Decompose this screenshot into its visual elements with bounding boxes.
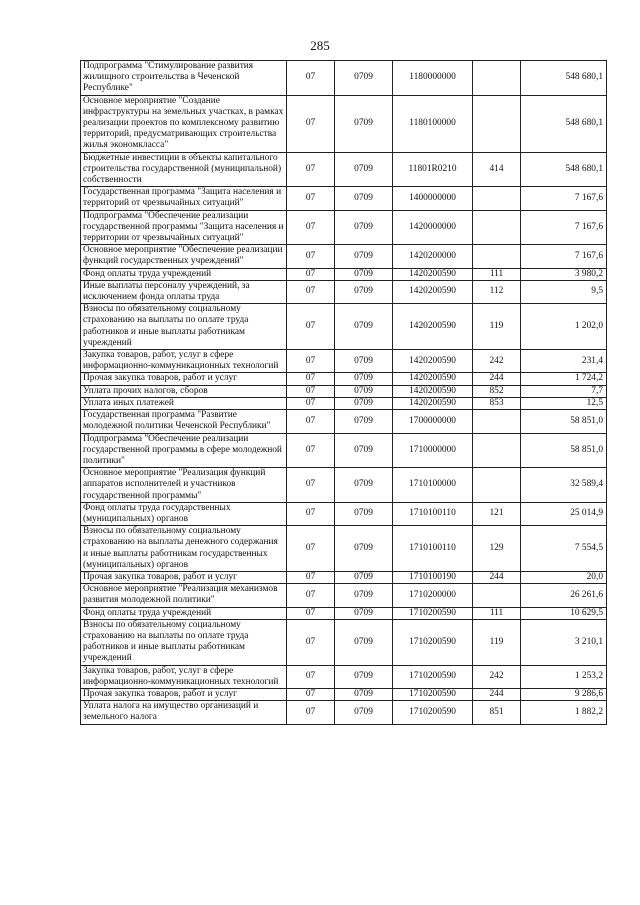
row-expense-type: 242 — [473, 350, 521, 373]
row-section-code: 0709 — [335, 385, 393, 397]
row-target-code: 1420200590 — [393, 350, 473, 373]
row-grbs-code: 07 — [287, 665, 335, 688]
row-expense-type: 244 — [473, 688, 521, 700]
row-target-code: 1420200590 — [393, 385, 473, 397]
row-target-code: 1420200590 — [393, 373, 473, 385]
row-section-code: 0709 — [335, 584, 393, 607]
table-row — [81, 95, 607, 152]
row-section-code: 0709 — [335, 268, 393, 280]
table-row — [81, 268, 607, 280]
row-section-code: 0709 — [335, 187, 393, 210]
table-row — [81, 385, 607, 397]
page-number: 285 — [310, 38, 330, 53]
table-row — [81, 571, 607, 583]
row-grbs-code: 07 — [287, 245, 335, 268]
table-row — [81, 373, 607, 385]
table-row — [81, 526, 607, 572]
table-row — [81, 245, 607, 268]
row-name: Государственная программа "Защита населения и территорий от чрезвычайных ситуаций" — [81, 187, 287, 210]
row-expense-type: 242 — [473, 665, 521, 688]
row-name: Фонд оплаты труда учреждений — [81, 607, 287, 619]
row-name: Уплата иных платежей — [81, 397, 287, 409]
row-grbs-code: 07 — [287, 619, 335, 665]
row-target-code: 1710100000 — [393, 468, 473, 503]
row-section-code: 0709 — [335, 526, 393, 572]
row-amount: 58 851,0 — [521, 410, 607, 433]
row-section-code: 0709 — [335, 502, 393, 525]
row-name: Государственная программа "Развитие молодежной политики Чеченской Республики" — [81, 410, 287, 433]
row-grbs-code: 07 — [287, 373, 335, 385]
row-amount: 7 167,6 — [521, 187, 607, 210]
table-row — [81, 304, 607, 350]
row-grbs-code: 07 — [287, 152, 335, 187]
row-grbs-code: 07 — [287, 607, 335, 619]
row-grbs-code: 07 — [287, 468, 335, 503]
row-name: Уплата налога на имущество организаций и земельного налога — [81, 701, 287, 724]
row-expense-type — [473, 95, 521, 152]
row-target-code: 1400000000 — [393, 187, 473, 210]
row-amount: 7 554,5 — [521, 526, 607, 572]
row-amount: 10 629,5 — [521, 607, 607, 619]
row-grbs-code: 07 — [287, 688, 335, 700]
row-section-code: 0709 — [335, 665, 393, 688]
row-expense-type — [473, 468, 521, 503]
row-target-code: 1710100110 — [393, 502, 473, 525]
row-expense-type: 129 — [473, 526, 521, 572]
row-name: Иные выплаты персоналу учреждений, за исключением фонда оплаты труда — [81, 280, 287, 303]
table-row — [81, 607, 607, 619]
row-expense-type — [473, 187, 521, 210]
row-expense-type: 111 — [473, 607, 521, 619]
row-target-code: 1710000000 — [393, 433, 473, 468]
row-section-code: 0709 — [335, 619, 393, 665]
row-target-code: 1180000000 — [393, 61, 473, 96]
table-row — [81, 433, 607, 468]
table-row — [81, 701, 607, 724]
row-name: Взносы по обязательному социальному страхованию на выплаты по оплате труда работников и иные выплаты работникам учреждений — [81, 619, 287, 665]
row-section-code: 0709 — [335, 373, 393, 385]
row-grbs-code: 07 — [287, 410, 335, 433]
row-grbs-code: 07 — [287, 268, 335, 280]
row-expense-type — [473, 245, 521, 268]
row-expense-type — [473, 433, 521, 468]
table-row — [81, 280, 607, 303]
row-section-code: 0709 — [335, 397, 393, 409]
row-name: Взносы по обязательному социальному страхованию на выплаты по оплате труда работников и иные выплаты работникам учреждений — [81, 304, 287, 350]
row-grbs-code: 07 — [287, 280, 335, 303]
table-row — [81, 665, 607, 688]
row-section-code: 0709 — [335, 688, 393, 700]
row-section-code: 0709 — [335, 350, 393, 373]
row-expense-type: 121 — [473, 502, 521, 525]
row-target-code: 11801R0210 — [393, 152, 473, 187]
row-target-code: 1710200000 — [393, 584, 473, 607]
row-section-code: 0709 — [335, 304, 393, 350]
row-target-code: 1710200590 — [393, 619, 473, 665]
row-target-code: 1710200590 — [393, 665, 473, 688]
table-row — [81, 350, 607, 373]
row-name: Бюджетные инвестиции в объекты капитального строительства государственной (муниципальной) собственности — [81, 152, 287, 187]
table-row — [81, 397, 607, 409]
row-section-code: 0709 — [335, 152, 393, 187]
row-amount: 7,7 — [521, 385, 607, 397]
budget-table — [80, 60, 607, 725]
row-amount: 26 261,6 — [521, 584, 607, 607]
row-target-code: 1420000000 — [393, 210, 473, 245]
row-expense-type — [473, 584, 521, 607]
row-amount: 20,0 — [521, 571, 607, 583]
row-grbs-code: 07 — [287, 304, 335, 350]
row-expense-type: 852 — [473, 385, 521, 397]
row-target-code: 1710100110 — [393, 526, 473, 572]
row-name: Закупка товаров, работ, услуг в сфере информационно-коммуникационных технологий — [81, 665, 287, 688]
row-target-code: 1420200590 — [393, 397, 473, 409]
row-grbs-code: 07 — [287, 701, 335, 724]
table-row — [81, 502, 607, 525]
row-target-code: 1710200590 — [393, 701, 473, 724]
row-section-code: 0709 — [335, 571, 393, 583]
row-name: Основное мероприятие "Реализация механизмов развития молодежной политики" — [81, 584, 287, 607]
table-row — [81, 584, 607, 607]
row-expense-type: 119 — [473, 304, 521, 350]
row-amount: 1 724,2 — [521, 373, 607, 385]
row-amount: 1 253,2 — [521, 665, 607, 688]
row-section-code: 0709 — [335, 410, 393, 433]
row-expense-type — [473, 210, 521, 245]
row-target-code: 1420200000 — [393, 245, 473, 268]
row-section-code: 0709 — [335, 95, 393, 152]
row-name: Фонд оплаты труда учреждений — [81, 268, 287, 280]
row-amount: 9 286,6 — [521, 688, 607, 700]
row-grbs-code: 07 — [287, 350, 335, 373]
row-expense-type: 112 — [473, 280, 521, 303]
row-grbs-code: 07 — [287, 433, 335, 468]
row-expense-type: 111 — [473, 268, 521, 280]
row-amount: 12,5 — [521, 397, 607, 409]
row-target-code: 1420200590 — [393, 304, 473, 350]
row-target-code: 1700000000 — [393, 410, 473, 433]
row-grbs-code: 07 — [287, 385, 335, 397]
row-grbs-code: 07 — [287, 526, 335, 572]
row-amount: 3 210,1 — [521, 619, 607, 665]
row-expense-type: 244 — [473, 571, 521, 583]
row-amount: 3 980,2 — [521, 268, 607, 280]
row-name: Основное мероприятие "Обеспечение реализации функций государственных учреждений" — [81, 245, 287, 268]
row-grbs-code: 07 — [287, 210, 335, 245]
row-amount: 548 680,1 — [521, 95, 607, 152]
row-expense-type: 244 — [473, 373, 521, 385]
row-grbs-code: 07 — [287, 397, 335, 409]
row-name: Основное мероприятие "Реализация функций аппаратов исполнителей и участников государственной программы" — [81, 468, 287, 503]
row-amount: 32 589,4 — [521, 468, 607, 503]
row-name: Взносы по обязательному социальному страхованию на выплаты денежного содержания и иные выплаты работникам государственных (муниципальных) органов — [81, 526, 287, 572]
row-name: Прочая закупка товаров, работ и услуг — [81, 373, 287, 385]
row-expense-type — [473, 61, 521, 96]
row-amount: 1 882,2 — [521, 701, 607, 724]
row-target-code: 1710100190 — [393, 571, 473, 583]
row-grbs-code: 07 — [287, 502, 335, 525]
row-amount: 7 167,6 — [521, 210, 607, 245]
row-target-code: 1180100000 — [393, 95, 473, 152]
row-section-code: 0709 — [335, 701, 393, 724]
row-expense-type: 853 — [473, 397, 521, 409]
row-target-code: 1710200590 — [393, 688, 473, 700]
row-grbs-code: 07 — [287, 571, 335, 583]
row-expense-type: 851 — [473, 701, 521, 724]
table-row — [81, 152, 607, 187]
row-amount: 25 014,9 — [521, 502, 607, 525]
row-expense-type: 414 — [473, 152, 521, 187]
row-amount: 58 851,0 — [521, 433, 607, 468]
table-row — [81, 468, 607, 503]
row-section-code: 0709 — [335, 210, 393, 245]
row-section-code: 0709 — [335, 607, 393, 619]
row-name: Прочая закупка товаров, работ и услуг — [81, 571, 287, 583]
row-amount: 1 202,0 — [521, 304, 607, 350]
row-section-code: 0709 — [335, 245, 393, 268]
row-grbs-code: 07 — [287, 584, 335, 607]
row-amount: 9,5 — [521, 280, 607, 303]
row-target-code: 1420200590 — [393, 280, 473, 303]
row-name: Уплата прочих налогов, сборов — [81, 385, 287, 397]
table-row — [81, 410, 607, 433]
row-section-code: 0709 — [335, 61, 393, 96]
row-amount: 231,4 — [521, 350, 607, 373]
row-name: Подпрограмма "Обеспечение реализации государственной программы "Защита населения и территории от чрезвычайных ситуаций" — [81, 210, 287, 245]
row-name: Прочая закупка товаров, работ и услуг — [81, 688, 287, 700]
row-amount: 7 167,6 — [521, 245, 607, 268]
table-row — [81, 210, 607, 245]
row-target-code: 1420200590 — [393, 268, 473, 280]
row-amount: 548 680,1 — [521, 61, 607, 96]
row-section-code: 0709 — [335, 280, 393, 303]
table-row — [81, 688, 607, 700]
table-row — [81, 619, 607, 665]
row-grbs-code: 07 — [287, 187, 335, 210]
row-amount: 548 680,1 — [521, 152, 607, 187]
row-name: Закупка товаров, работ, услуг в сфере информационно-коммуникационных технологий — [81, 350, 287, 373]
row-expense-type — [473, 410, 521, 433]
row-name: Основное мероприятие "Создание инфраструктуры на земельных участках, в рамках реализации проектов по комплексному развитию территорий, предусматривающих строительства жилья экономкласса" — [81, 95, 287, 152]
row-name: Фонд оплаты труда государственных (муниципальных) органов — [81, 502, 287, 525]
table-row — [81, 61, 607, 96]
table-body — [81, 61, 607, 725]
row-name: Подпрограмма "Стимулирование развития жилищного строительства в Чеченской Республике" — [81, 61, 287, 96]
row-section-code: 0709 — [335, 433, 393, 468]
row-section-code: 0709 — [335, 468, 393, 503]
row-grbs-code: 07 — [287, 95, 335, 152]
table-row — [81, 187, 607, 210]
row-target-code: 1710200590 — [393, 607, 473, 619]
row-name: Подпрограмма "Обеспечение реализации государственной программы в сфере молодежной политики" — [81, 433, 287, 468]
row-grbs-code: 07 — [287, 61, 335, 96]
row-expense-type: 119 — [473, 619, 521, 665]
